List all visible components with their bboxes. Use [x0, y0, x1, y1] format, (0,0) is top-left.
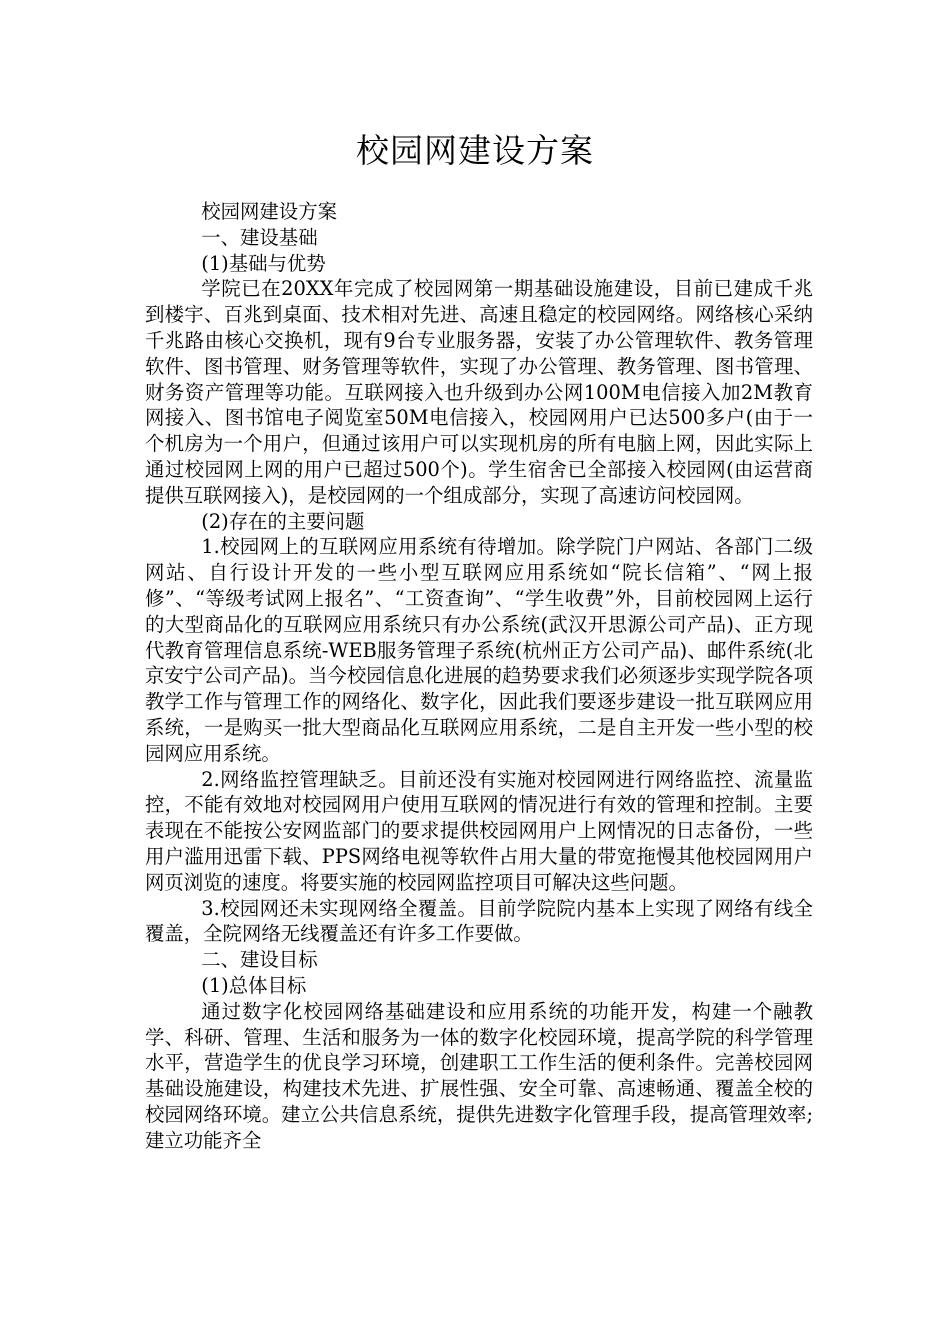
paragraph-foundation: 学院已在20XX年完成了校园网第一期基础设施建设，目前已建成千兆到楼宇、百兆到桌面、技术相对先进、高速且稳定的校园网络。网络核心采纳千兆路由核心交换机，现有9台专业服务器，安装了办公管理软件、教务管理软件、图书管理、财务管理等软件，实现了办公管理、教务管理、图书管理、财务资产管理等功能。互联网接入也升级到办公网100M电信接入加2M教育网接入、图书馆电子阅览室50M电信接入，校园网用户已达500多户(由于一个机房为一个用户，但通过该用户可以实现机房的所有电脑上网，因此实际上通过校园网上网的用户已超过500个)。学生宿舍已全部接入校园网(由运营商提供互联网接入)，是校园网的一个组成部分，实现了高速访问校园网。: [145, 277, 813, 507]
heading-section-2: 二、建设目标: [201, 948, 318, 972]
paragraph-problem-1: 1.校园网上的互联网应用系统有待增加。除学院门户网站、各部门二级网站、自行设计开发的一些小型互联网应用系统如“院长信箱”、“网上报修”、“等级考试网上报名”、“工资查询”、“学生收费”外，目前校园网上运行的大型商品化的互联网应用系统只有办公系统(武汉开思源公司产品)、正方现代教育管理信息系统-WEB服务管理子系统(杭州正方公司产品)、邮件系统(北京安宁公司产品)。当今校园信息化进展的趋势要求我们必须逐步实现学院各项教学工作与管理工作的网络化、数字化，因此我们要逐步建设一批互联网应用系统，一是购买一批大型商品化互联网应用系统，二是自主开发一些小型的校园网应用系统。: [145, 535, 813, 765]
heading-subsection-overall-goal: (1)总体目标: [201, 973, 307, 997]
heading-section-1: 一、建设基础: [201, 225, 318, 249]
heading-subsection-foundation: (1)基础与优势: [201, 251, 326, 275]
heading-subsection-problems: (2)存在的主要问题: [201, 509, 365, 533]
document-title: 校园网建设方案: [356, 131, 594, 170]
heading-doc-name: 校园网建设方案: [201, 200, 337, 223]
paragraph-problem-3: 3.校园网还未实现网络全覆盖。目前学院院内基本上实现了网络有线全覆盖，全院网络无线覆盖还有许多工作要做。: [145, 896, 813, 946]
paragraph-problem-2: 2.网络监控管理缺乏。目前还没有实施对校园网进行网络监控、流量监控，不能有效地对校园网用户使用互联网的情况进行有效的管理和控制。主要表现在不能按公安网监部门的要求提供校园网用户上网情况的日志备份，一些用户滥用迅雷下载、PPS网络电视等软件占用大量的带宽拖慢其他校园网用户网页浏览的速度。将要实施的校园网监控项目可解决这些问题。: [145, 767, 813, 894]
document-body: [145, 199, 813, 1153]
paragraph-overall-goal: 通过数字化校园网络基础建设和应用系统的功能开发，构建一个融教学、科研、管理、生活和服务为一体的数字化校园环境，提高学院的科学管理水平，营造学生的优良学习环境，创建职工工作生活的便利条件。完善校园网基础设施建设，构建技术先进、扩展性强、安全可靠、高速畅通、覆盖全校的校园网络环境。建立公共信息系统，提供先进数字化管理手段，提高管理效率;建立功能齐全: [145, 999, 813, 1152]
